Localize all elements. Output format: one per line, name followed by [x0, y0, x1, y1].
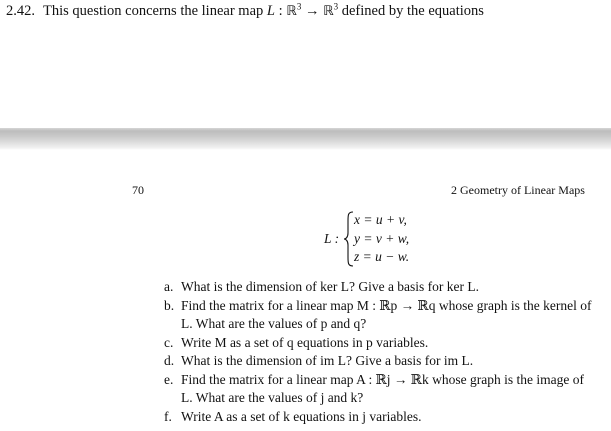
problem-statement	[6, 3, 484, 20]
top-page-fragment	[0, 0, 611, 128]
equation-text: x = u + v,	[354, 212, 407, 227]
equation-line	[354, 230, 409, 249]
equation-line	[354, 248, 409, 267]
question-letter: c.	[164, 334, 174, 350]
list-item	[164, 334, 594, 353]
running-head-title: 2 Geometry of Linear Maps	[451, 183, 585, 197]
page-number: 70	[132, 183, 144, 197]
codomain-symbol: ℝ	[323, 4, 334, 19]
question-text: Find the matrix for a linear map A : ℝj → ℝk whose graph is the image of L. What are the values of j and k?	[181, 371, 584, 405]
equation-text: z = u − w.	[354, 249, 410, 264]
system-lhs	[324, 231, 339, 247]
codomain-exponent: 3	[333, 1, 339, 12]
arrow-symbol: →	[301, 3, 324, 19]
question-letter: d.	[164, 353, 175, 368]
list-item	[164, 278, 594, 297]
question-text: Write M as a set of q equations in p variables.	[181, 334, 429, 350]
question-letter: e.	[164, 371, 174, 387]
question-letter: b.	[164, 297, 175, 313]
equation-line	[354, 211, 409, 230]
question-letter: a.	[164, 279, 174, 294]
question-text: What is the dimension of im L? Give a basis for im L.	[181, 353, 474, 368]
page-break-divider	[0, 128, 611, 150]
equation-text: y = v + w,	[354, 230, 410, 246]
system-equations	[354, 211, 409, 267]
system-lhs-label: L :	[324, 231, 340, 246]
question-text: Write A as a set of k equations in j variables.	[181, 408, 422, 424]
list-item	[164, 408, 594, 427]
domain-symbol: ℝ	[286, 4, 297, 19]
question-letter: f.	[164, 408, 172, 424]
question-list	[164, 278, 594, 426]
colon: :	[274, 3, 287, 19]
problem-text-prefix: This question concerns the linear map	[43, 3, 267, 19]
list-item	[164, 371, 594, 408]
problem-number: 2.42.	[6, 3, 35, 19]
question-text: What is the dimension of ker L? Give a basis for ker L.	[181, 279, 480, 294]
problem-text-suffix: defined by the equations	[338, 3, 484, 19]
domain-exponent: 3	[296, 1, 302, 12]
map-symbol: L	[266, 3, 275, 19]
question-text: Find the matrix for a linear map M : ℝp → ℝq whose graph is the kernel of L. What are the values of p and q?	[181, 297, 592, 331]
list-item	[164, 297, 594, 334]
list-item	[164, 352, 594, 371]
